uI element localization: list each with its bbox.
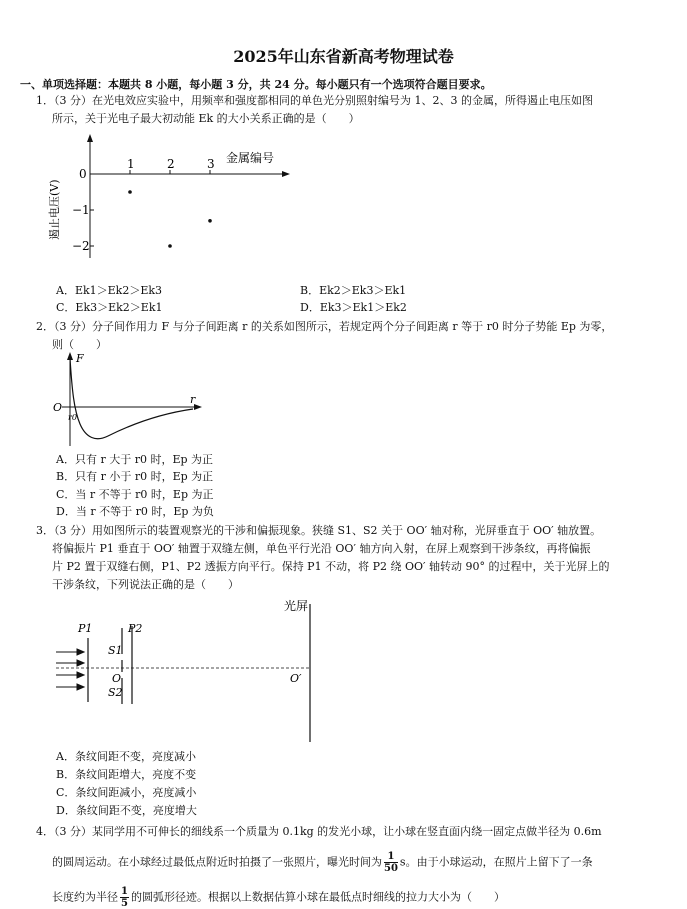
q4-frac1-den: 50 [384, 863, 398, 874]
q3-option-d: D．条纹间距不变，亮度增大 [56, 804, 197, 817]
q3-label-s1: S1 [108, 644, 123, 657]
q1-ytick-label: −2 [72, 239, 90, 253]
q3-label-p1: P1 [78, 622, 93, 635]
q4-stem-line1: 4．（3 分）某同学用不可伸长的细线系一个质量为 0.1kg 的发光小球，让小球在竖直面内绕一固定点做半径为 0.6m [36, 825, 602, 838]
q2-stem-line1: 2．（3 分）分子间作用力 F 与分子间距离 r 的关系如图所示，若规定两个分子间距离 r 等于 r0 时分子势能 Ep 为零， [36, 320, 613, 333]
q3-figure [52, 596, 332, 744]
q2-label-f: F [76, 352, 84, 365]
section-heading: 一、单项选择题：本题共 8 小题，每小题 3 分，共 24 分。每小题只有一个选项符合题目要求。 [20, 78, 492, 91]
q1-ytick-label: −1 [72, 203, 90, 217]
q4-line2-part-a: 的圆周运动。在小球经过最低点附近时拍摄了一张照片，曝光时间为 [52, 855, 382, 869]
q3-option-a: A．条纹间距不变，亮度减小 [56, 750, 196, 763]
q4-fraction-exposure [384, 851, 398, 874]
q4-fraction-arc [120, 886, 129, 909]
q3-label-p2: P2 [128, 622, 143, 635]
q1-ytick-label: 0 [79, 167, 87, 181]
q4-frac1-num: 1 [384, 851, 398, 863]
q3-stem-line1: 3．（3 分）用如图所示的装置观察光的干涉和偏振现象。狭缝 S1、S2 关于 OO′ 轴对称，光屏垂直于 OO′ 轴放置。 [36, 524, 602, 537]
q3-stem-line4: 干涉条纹，下列说法正确的是（ ） [52, 578, 239, 591]
q2-figure [48, 350, 208, 450]
q1-ylabel: 遏止电压(V) [48, 179, 61, 240]
q2-option-a: A．只有 r 大于 r0 时，Ep 为正 [56, 453, 214, 466]
q1-chart [46, 130, 306, 260]
q1-xlabel: 金属编号 [226, 151, 275, 165]
q4-line2-part-b: s。由于小球运动，在照片上留下了一条 [399, 855, 593, 869]
q2-stem-line2: 则（ ） [52, 338, 107, 351]
q1-stem-line2: 所示，关于光电子最大初动能 Ek 的大小关系正确的是（ ） [52, 112, 360, 125]
q4-line3-part-a: 长度约为半径 [52, 890, 118, 904]
q3-label-screen: 光屏 [284, 599, 309, 613]
q1-data-point [168, 244, 172, 248]
q4-stem-line2 [52, 851, 682, 874]
q4-line3-part-b: 的圆弧形径迹。根据以上数据估算小球在最低点时细线的拉力大小为（ ） [130, 890, 505, 904]
q3-stem-line2: 将偏振片 P1 垂直于 OO′ 轴置于双缝左侧，单色平行光沿 OO′ 轴方向入射，在屏上观察到干涉条纹，再将偏振 [52, 542, 591, 555]
q2-label-r: r [190, 393, 196, 406]
q2-option-c: C．当 r 不等于 r0 时，Ep 为正 [56, 488, 214, 501]
q4-frac2-den: 5 [121, 898, 128, 909]
q3-option-b: B．条纹间距增大，亮度不变 [56, 768, 197, 781]
q1-option-b: B．Ek2＞Ek3＞Ek1 [300, 284, 407, 297]
paper-title: 2025年山东省新高考物理试卷 [233, 47, 454, 66]
q4-frac2-num: 1 [121, 886, 128, 897]
q3-option-c: C．条纹间距减小，亮度减小 [56, 786, 197, 799]
q3-label-s2: S2 [108, 686, 123, 699]
q2-option-d: D．当 r 不等于 r0 时，Ep 为负 [56, 505, 214, 518]
q1-stem-line1: 1．（3 分）在光电效应实验中，用频率和强度都相同的单色光分别照射编号为 1、2、3 的金属，所得遏止电压如图 [36, 94, 593, 107]
q1-xtick-label: 1 [127, 157, 135, 171]
q1-option-a: A．Ek1＞Ek2＞Ek3 [56, 284, 163, 297]
q2-label-o: O [53, 401, 63, 414]
q1-data-point [128, 190, 132, 194]
q4-stem-line3 [52, 886, 682, 909]
q3-label-o: O [112, 672, 122, 685]
q3-label-o-prime: O′ [290, 672, 302, 685]
q3-stem-line3: 片 P2 置于双缝右侧，P1、P2 透振方向平行。保持 P1 不动，将 P2 绕 OO′ 轴转动 90° 的过程中，关于光屏上的 [52, 560, 610, 573]
q2-force-curve [70, 358, 193, 439]
q1-xtick-label: 3 [207, 157, 215, 171]
q2-label-r0: r0 [68, 413, 77, 422]
q1-option-d: D．Ek3＞Ek1＞Ek2 [300, 301, 407, 314]
q1-option-c: C．Ek3＞Ek2＞Ek1 [56, 301, 163, 314]
q2-option-b: B．只有 r 小于 r0 时，Ep 为正 [56, 470, 214, 483]
q1-xtick-label: 2 [167, 157, 175, 171]
q1-data-point [208, 219, 212, 223]
